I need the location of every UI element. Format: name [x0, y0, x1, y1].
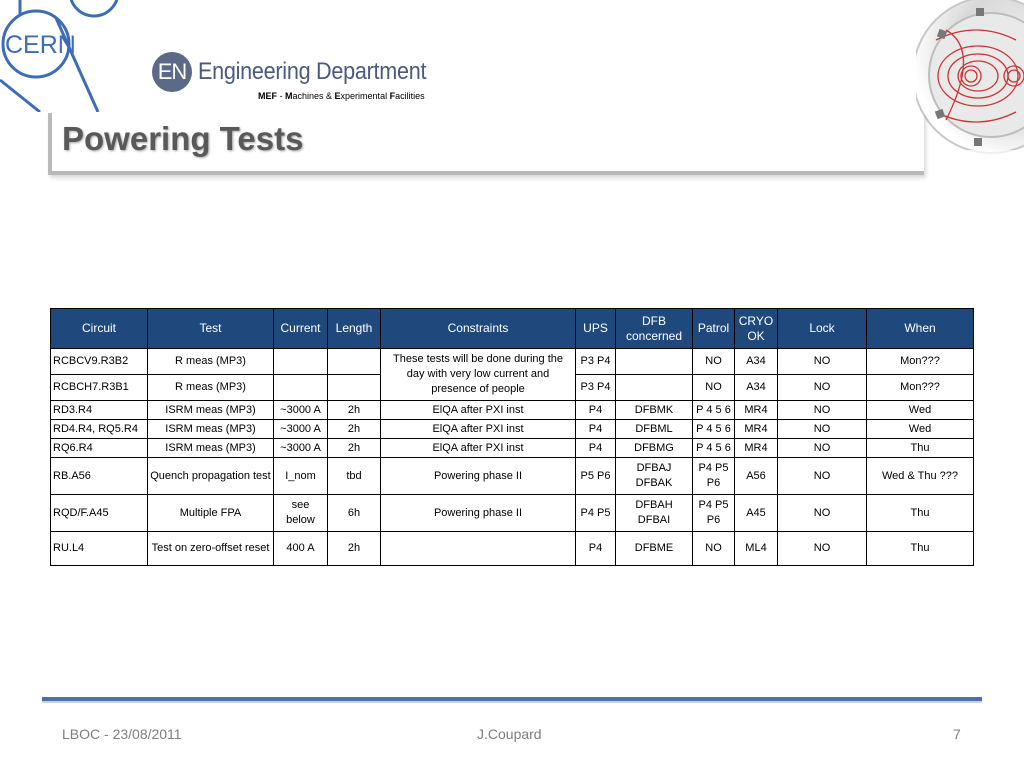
header-constraints: Constraints: [381, 309, 576, 349]
cern-logo-text: CERN: [5, 31, 76, 59]
footer-divider: [42, 697, 982, 703]
en-badge: EN: [152, 52, 192, 92]
cell-current: [274, 375, 328, 401]
cell-cryo: MR4: [735, 401, 778, 420]
cell-test: R meas (MP3): [148, 349, 274, 375]
cell-current: I_nom: [274, 458, 328, 495]
powering-tests-table: [50, 308, 974, 566]
header-cryo: CRYO OK: [735, 309, 778, 349]
cell-dfb: [616, 375, 693, 401]
cell-ups: P4: [576, 532, 616, 566]
cell-dfb: DFBMK: [616, 401, 693, 420]
cell-ups: P4 P5: [576, 495, 616, 532]
cell-dfb: DFBML: [616, 420, 693, 439]
cell-ups: P4: [576, 401, 616, 420]
table-row: [51, 495, 974, 532]
cell-patrol: P 4 5 6: [693, 420, 735, 439]
cell-dfb: DFBMG: [616, 439, 693, 458]
cell-current: ~3000 A: [274, 439, 328, 458]
cell-circuit: RCBCV9.R3B2: [51, 349, 148, 375]
cell-ups: P5 P6: [576, 458, 616, 495]
cell-circuit: RB.A56: [51, 458, 148, 495]
cell-length: 2h: [328, 420, 381, 439]
cell-test: Quench propagation test: [148, 458, 274, 495]
cell-length: 6h: [328, 495, 381, 532]
cell-current: ~3000 A: [274, 420, 328, 439]
cell-test: Multiple FPA: [148, 495, 274, 532]
header-test: Test: [148, 309, 274, 349]
cell-lock: NO: [778, 439, 867, 458]
cell-circuit: RD4.R4, RQ5.R4: [51, 420, 148, 439]
cell-length: 2h: [328, 532, 381, 566]
cell-length: 2h: [328, 401, 381, 420]
cell-circuit: RD3.R4: [51, 401, 148, 420]
cell-cryo: A56: [735, 458, 778, 495]
cell-constraints-merged: These tests will be done during the day with very low current and presence of people: [381, 349, 576, 401]
table-row: [51, 439, 974, 458]
cell-circuit: RU.L4: [51, 532, 148, 566]
magnet-cross-section-image: [916, 0, 1024, 200]
cell-patrol: P 4 5 6: [693, 439, 735, 458]
cell-test: ISRM meas (MP3): [148, 401, 274, 420]
cell-test: ISRM meas (MP3): [148, 439, 274, 458]
cell-patrol: P4 P5 P6: [693, 458, 735, 495]
cell-patrol: P 4 5 6: [693, 401, 735, 420]
cell-constraints: ElQA after PXI inst: [381, 439, 576, 458]
cell-when: Wed: [867, 401, 974, 420]
cell-dfb: [616, 349, 693, 375]
table-row: [51, 401, 974, 420]
cell-constraints: Powering phase II: [381, 458, 576, 495]
header-lock: Lock: [778, 309, 867, 349]
table-row: [51, 532, 974, 566]
header-dfb: DFB concerned: [616, 309, 693, 349]
cell-circuit: RQ6.R4: [51, 439, 148, 458]
cell-lock: NO: [778, 420, 867, 439]
cell-constraints: [381, 532, 576, 566]
cell-lock: NO: [778, 532, 867, 566]
cell-cryo: ML4: [735, 532, 778, 566]
cell-test: R meas (MP3): [148, 375, 274, 401]
cell-when: Wed & Thu ???: [867, 458, 974, 495]
department-name: Engineering Department: [198, 58, 427, 85]
page-number: 7: [953, 726, 961, 742]
cell-ups: P3 P4: [576, 375, 616, 401]
cell-patrol: NO: [693, 532, 735, 566]
cell-ups: P3 P4: [576, 349, 616, 375]
cell-length: [328, 349, 381, 375]
cell-dfb: DFBAH DFBAI: [616, 495, 693, 532]
cell-circuit: RCBCH7.R3B1: [51, 375, 148, 401]
cell-cryo: MR4: [735, 439, 778, 458]
cell-dfb: DFBAJ DFBAK: [616, 458, 693, 495]
footer-author: J.Coupard: [477, 726, 542, 742]
cell-length: [328, 375, 381, 401]
cell-cryo: A45: [735, 495, 778, 532]
cell-length: 2h: [328, 439, 381, 458]
table-row: [51, 420, 974, 439]
header-when: When: [867, 309, 974, 349]
header-length: Length: [328, 309, 381, 349]
cell-lock: NO: [778, 401, 867, 420]
footer-date: LBOC - 23/08/2011: [62, 726, 182, 742]
header-ups: UPS: [576, 309, 616, 349]
cell-current: ~3000 A: [274, 401, 328, 420]
cell-cryo: A34: [735, 375, 778, 401]
header-patrol: Patrol: [693, 309, 735, 349]
cern-logo: [0, 0, 120, 112]
cell-lock: NO: [778, 495, 867, 532]
header-current: Current: [274, 309, 328, 349]
cell-test: Test on zero-offset reset: [148, 532, 274, 566]
cell-when: Thu: [867, 495, 974, 532]
cell-when: Mon???: [867, 349, 974, 375]
table-row: [51, 349, 974, 375]
cell-lock: NO: [778, 458, 867, 495]
cell-dfb: DFBME: [616, 532, 693, 566]
cell-length: tbd: [328, 458, 381, 495]
header-circuit: Circuit: [51, 309, 148, 349]
cell-test: ISRM meas (MP3): [148, 420, 274, 439]
cell-cryo: A34: [735, 349, 778, 375]
table-row: [51, 458, 974, 495]
cell-ups: P4: [576, 420, 616, 439]
cell-constraints: ElQA after PXI inst: [381, 420, 576, 439]
cell-patrol: P4 P5 P6: [693, 495, 735, 532]
cell-current: [274, 349, 328, 375]
cell-circuit: RQD/F.A45: [51, 495, 148, 532]
cell-patrol: NO: [693, 375, 735, 401]
cell-constraints: ElQA after PXI inst: [381, 401, 576, 420]
cell-lock: NO: [778, 375, 867, 401]
cell-current: see below: [274, 495, 328, 532]
cell-cryo: MR4: [735, 420, 778, 439]
cell-lock: NO: [778, 349, 867, 375]
cell-when: Wed: [867, 420, 974, 439]
cell-when: Mon???: [867, 375, 974, 401]
slide-title: Powering Tests: [62, 120, 304, 157]
cell-when: Thu: [867, 532, 974, 566]
table-header-row: [51, 309, 974, 349]
cell-current: 400 A: [274, 532, 328, 566]
cell-constraints: Powering phase II: [381, 495, 576, 532]
cell-ups: P4: [576, 439, 616, 458]
cell-patrol: NO: [693, 349, 735, 375]
department-subtitle: MEF - Machines & Experimental Facilities: [258, 91, 425, 101]
cell-when: Thu: [867, 439, 974, 458]
